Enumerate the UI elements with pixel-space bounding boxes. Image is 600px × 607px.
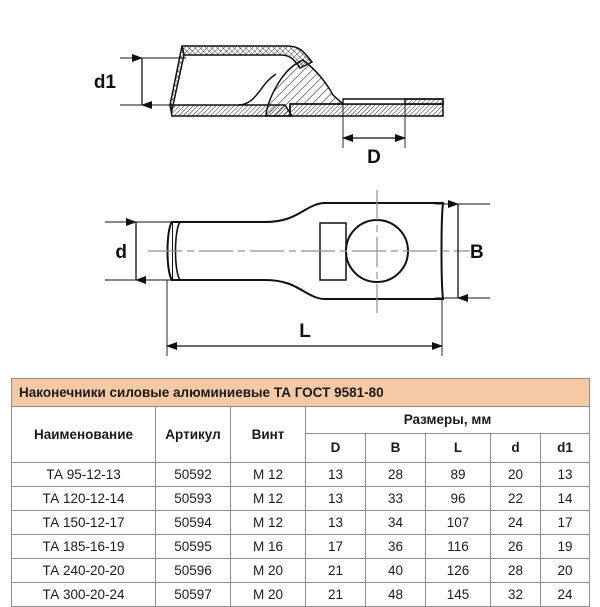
cell-dim-L: 89 bbox=[426, 463, 491, 487]
header-dim-d: d bbox=[491, 433, 541, 462]
cell-screw: М 20 bbox=[231, 583, 306, 607]
cell-dim-B: 33 bbox=[366, 487, 426, 511]
cell-dim-B: 34 bbox=[366, 511, 426, 535]
cell-dim-d1: 19 bbox=[541, 535, 590, 559]
dimension-label-B: B bbox=[470, 242, 484, 263]
dimension-label-L: L bbox=[299, 321, 311, 342]
specifications-table bbox=[11, 378, 590, 607]
cell-dim-D: 13 bbox=[306, 463, 366, 487]
dimension-label-d: d bbox=[115, 242, 127, 263]
cell-dim-L: 96 bbox=[426, 487, 491, 511]
cell-article: 50593 bbox=[156, 487, 231, 511]
header-name: Наименование bbox=[12, 407, 156, 463]
table-row bbox=[12, 511, 590, 535]
header-dim-D: D bbox=[306, 433, 366, 462]
cell-dim-d1: 20 bbox=[541, 559, 590, 583]
cell-screw: М 20 bbox=[231, 559, 306, 583]
cell-article: 50597 bbox=[156, 583, 231, 607]
section-view-group bbox=[94, 46, 443, 168]
cell-screw: М 12 bbox=[231, 463, 306, 487]
table-body bbox=[12, 463, 590, 607]
cell-name: ТА 95-12-13 bbox=[12, 463, 156, 487]
cell-dim-d: 22 bbox=[491, 487, 541, 511]
cell-dim-L: 116 bbox=[426, 535, 491, 559]
header-dim-d1: d1 bbox=[541, 433, 590, 462]
cell-dim-L: 126 bbox=[426, 559, 491, 583]
spec-table-container bbox=[11, 378, 589, 607]
header-dimensions-group: Размеры, мм bbox=[306, 407, 590, 434]
barrel-top-wall bbox=[182, 46, 312, 68]
header-article: Артикул bbox=[156, 407, 231, 463]
dimension-label-d1: d1 bbox=[93, 72, 116, 93]
cell-article: 50595 bbox=[156, 535, 231, 559]
table-row bbox=[12, 535, 590, 559]
cell-article: 50596 bbox=[156, 559, 231, 583]
cell-dim-d: 20 bbox=[491, 463, 541, 487]
table-row bbox=[12, 583, 590, 607]
cell-dim-D: 21 bbox=[306, 559, 366, 583]
dimension-label-D: D bbox=[367, 147, 381, 168]
cell-dim-B: 28 bbox=[366, 463, 426, 487]
cell-screw: М 16 bbox=[231, 535, 306, 559]
cell-name: ТА 185-16-19 bbox=[12, 535, 156, 559]
cell-article: 50594 bbox=[156, 511, 231, 535]
cell-article: 50592 bbox=[156, 463, 231, 487]
table-row bbox=[12, 463, 590, 487]
cell-name: ТА 240-20-20 bbox=[12, 559, 156, 583]
cell-dim-D: 13 bbox=[306, 487, 366, 511]
table-row bbox=[12, 487, 590, 511]
cell-dim-B: 36 bbox=[366, 535, 426, 559]
cell-dim-d: 32 bbox=[491, 583, 541, 607]
cell-dim-d: 26 bbox=[491, 535, 541, 559]
cell-dim-B: 40 bbox=[366, 559, 426, 583]
cell-screw: М 12 bbox=[231, 511, 306, 535]
cell-dim-d: 24 bbox=[491, 511, 541, 535]
table-header-row-main bbox=[12, 407, 590, 434]
table-title-row bbox=[12, 379, 590, 407]
cell-dim-d1: 14 bbox=[541, 487, 590, 511]
table-row bbox=[12, 559, 590, 583]
cell-name: ТА 120-12-14 bbox=[12, 487, 156, 511]
cell-dim-d1: 17 bbox=[541, 511, 590, 535]
cell-dim-L: 145 bbox=[426, 583, 491, 607]
table-title: Наконечники силовые алюминиевые ТА ГОСТ 9581-80 bbox=[12, 379, 590, 407]
cell-dim-B: 48 bbox=[366, 583, 426, 607]
cell-name: ТА 150-12-17 bbox=[12, 511, 156, 535]
cell-dim-d: 28 bbox=[491, 559, 541, 583]
header-dim-L: L bbox=[426, 433, 491, 462]
plan-view-group bbox=[105, 190, 490, 356]
cell-dim-D: 13 bbox=[306, 511, 366, 535]
cell-name: ТА 300-20-24 bbox=[12, 583, 156, 607]
barrel-mouth-wall bbox=[170, 46, 184, 110]
cell-dim-D: 17 bbox=[306, 535, 366, 559]
cell-dim-d1: 13 bbox=[541, 463, 590, 487]
cell-dim-L: 107 bbox=[426, 511, 491, 535]
header-dim-B: B bbox=[366, 433, 426, 462]
cell-screw: М 12 bbox=[231, 487, 306, 511]
cell-dim-d1: 24 bbox=[541, 583, 590, 607]
header-screw: Винт bbox=[231, 407, 306, 463]
cell-dim-D: 21 bbox=[306, 583, 366, 607]
